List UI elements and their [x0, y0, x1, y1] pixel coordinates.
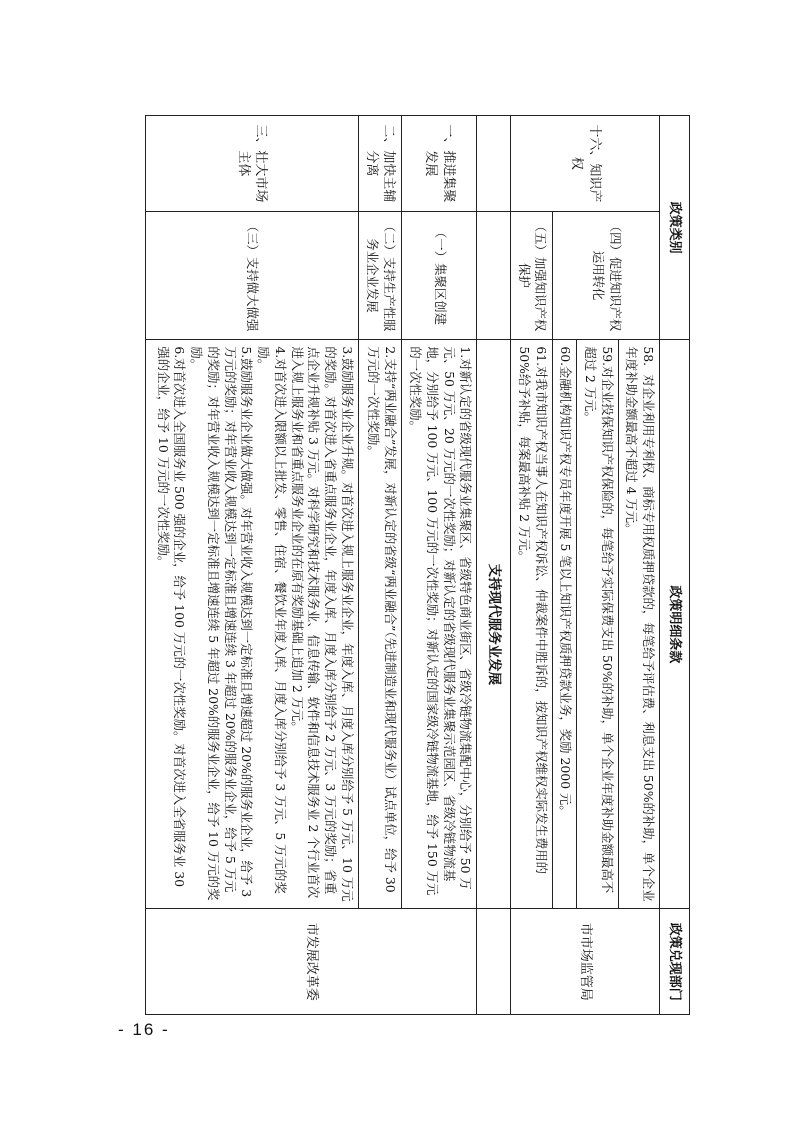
- policy-item-1: 1.对新认定的省级现代服务业集聚区、省级特色商业街区、省级冷链物流集配中心，分别给予 50 万元、50 万元、20 万元的一次性奖励；对新认定的省级现代服务业集聚示范园区、省级冷链物流基地，分别给予 100 万元、100 万元的一次性奖励；对新认定的国家级冷链物流基地，给予 150 万元的一次性奖励。: [401, 340, 477, 909]
- sub-category-producer-services: （二）支持生产性服务业企业发展: [358, 211, 401, 340]
- policy-items-3-6: [146, 340, 359, 909]
- section-spacer-mid: [477, 211, 511, 340]
- policy-item-61: 61.对我市知识产权当事人在知识产权诉讼、仲裁案件中胜诉的，按知识产权维权实际发生费用的 50%给予补贴，每案最高补贴 2 万元。: [511, 340, 552, 909]
- department-development-reform: 市发展改革委: [146, 909, 478, 1015]
- department-market-regulation: 市市场监管局: [511, 909, 660, 1015]
- header-details: 政策明细条款: [660, 340, 690, 909]
- table-row: [358, 116, 401, 1015]
- sub-category-grow-stronger: （三）支持做大做强: [146, 211, 359, 340]
- table-row: [401, 116, 477, 1015]
- sub-category-ip-protection: （五）加强知识产权保护: [511, 211, 552, 340]
- policy-item-60: 60.金融机构知识产权专员年度开展 5 笔以上知识产权质押贷款业务，奖励 2000 元。: [552, 340, 576, 909]
- main-category-ip: 十六、知识产权: [511, 116, 660, 212]
- sub-category-cluster: （一）集聚区创建: [401, 211, 477, 340]
- policy-table: [145, 115, 690, 1015]
- section-spacer-right: [477, 909, 511, 1015]
- policy-item-59: 59.对企业投保知识产权保险的，每笔给予实际保费支出 50%的补助，单个企业年度补助金额最高不超过 2 万元。: [577, 340, 618, 909]
- header-row: [660, 116, 690, 1015]
- main-category-market-entities: 三、壮大市场主体: [146, 116, 359, 212]
- header-department: 政策兑现部门: [660, 909, 690, 1015]
- table-row: [511, 116, 552, 1015]
- table-row: [146, 116, 359, 1015]
- policy-item-6: 6.对首次进入全国服务业 500 强的企业，给予 100 万元的一次性奖励。对首次进入全省服务业 30 强的企业，给予 10 万元的一次性奖励。: [155, 346, 188, 887]
- policy-item-2: 2.支持“两业融合”发展，对新认定的省级“两业融合”（先进制造业和现代服务业）试点单位，给予 30 万元的一次性奖励。: [358, 340, 401, 909]
- section-spacer-left: [477, 116, 511, 212]
- policy-item-5: 5.鼓励服务业企业做大做强。对年营业收入规模达到一定标准且增速超过 20%的服务业企业，给予 3 万元的奖励；对年营业收入规模达到一定标准且增速连续 3 年超过 20%的服务业企业，给予 5 万元的奖励；对年营业收入规模达到一定标准且增速连续 5 年超过 20%的服务业企业，给予 10 万元的奖励。: [189, 346, 255, 901]
- sub-category-ip-transform: （四）促进知识产权运用转化: [552, 211, 659, 340]
- rotated-table-frame: [145, 115, 690, 1015]
- table-row: [618, 116, 659, 1015]
- header-category: 政策类别: [660, 116, 690, 340]
- main-category-separation: 二、加快主辅分离: [358, 116, 401, 212]
- section-title: 支持现代服务业发展: [477, 340, 511, 909]
- policy-item-4: 4.对首次进入限额以上批发、零售、住宿、餐饮业年度入库、月度入库分别给予 3 万元、5 万元的奖励。: [256, 346, 288, 894]
- policy-item-3: 3.鼓励服务业企业升规。对首次进入规上服务业企业，年度入库、月度入库分别给予 5 万元、10 万元的奖励。对首次进入省重点服务业企业，年度入库、月度入库分别给予 2 万元、3 万元的奖励；省重点企业升规补贴 3 万元。对科学研究和技术服务业、信息传输、软件和信息技术服务业 2 个行业首次进入规上服务业和省重点服务业企业的在原有奖励基础上追加 2 万元。: [289, 346, 355, 902]
- page-number: - 16 -: [118, 1020, 170, 1039]
- section-row: [477, 116, 511, 1015]
- main-category-cluster: 一、推进集聚发展: [401, 116, 477, 212]
- policy-item-58: 58．对企业利用专利权、商标专用权质押贷款的，每笔给予评估费、利息支出 50%的补助，单个企业年度补助金额最高不超过 4 万元。: [618, 340, 659, 909]
